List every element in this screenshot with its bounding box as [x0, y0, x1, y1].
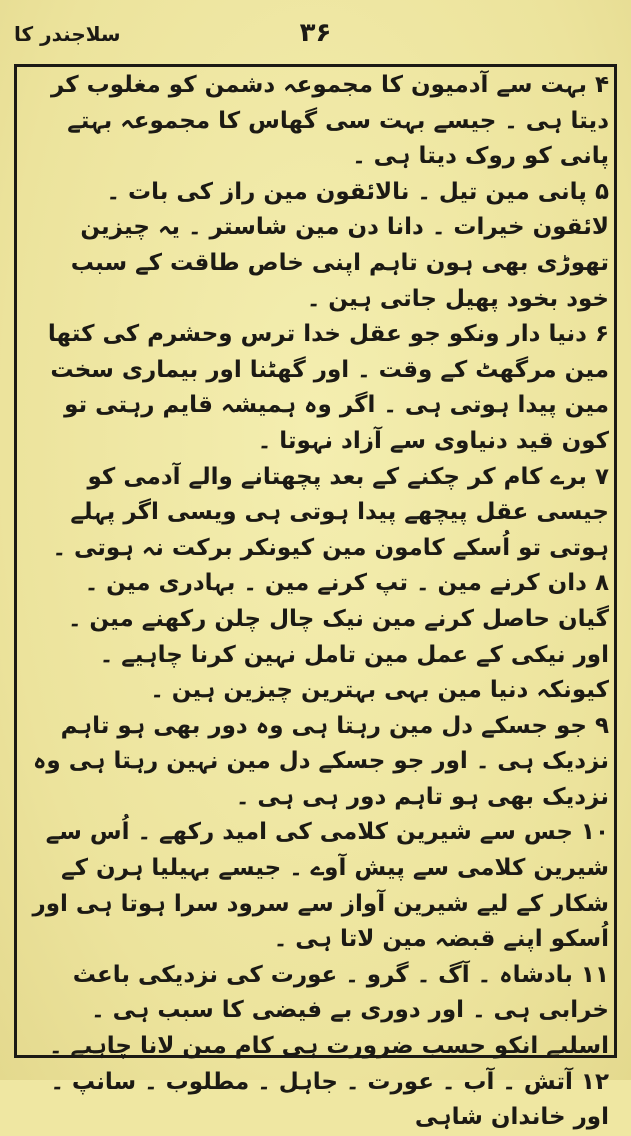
paragraph-number: ۹	[594, 712, 609, 739]
paragraph-12	[28, 1065, 609, 1136]
paragraph-number: ۸	[594, 570, 609, 597]
paragraph-number: ۷	[594, 463, 609, 490]
body-text	[28, 68, 609, 1131]
paragraph-number: ۴	[594, 72, 609, 98]
paragraph-number: ۱۱	[580, 961, 609, 988]
page-header	[14, 18, 617, 58]
paragraph-text: پانی مین تیل ۔ نالائقون مین راز کی بات ۔ لائقون خیرات ۔ دانا دن مین شاستر ۔ یہ چیزین تھوڑی بھی ہون تاہم اپنی خاص طاقت کے سبب خود بخود پھیل جاتی ہین ۔	[70, 178, 609, 312]
paragraph-text: آتش ۔ آب ۔ عورت ۔ جاہل ۔ مطلوب ۔ سانپ ۔ اور خاندان شاہی	[50, 1068, 609, 1131]
page-number: ۳۶	[299, 18, 332, 48]
paragraph-text: جس سے شیرین کلامی کی امید رکھے ۔ اُس سے شیرین کلامی سے پیش آوے ۔ جیسے بہیلیا ہرن کے شکار کے لیے شیرین آواز سے سرود سرا ہوتا ہی اور اُسکو اپنے قبضہ مین لاتا ہی ۔	[32, 819, 609, 953]
paragraph-text: بہت سے آدمیون کا مجموعہ دشمن کو مغلوب کر دیتا ہی ۔ جیسے بہت سی گھاس کا مجموعہ بہتے پانی کو روک دیتا ہی ۔	[50, 72, 609, 170]
paragraph-text: جو جسکے دل مین رہتا ہی وہ دور بھی ہو تاہم نزدیک ہی ۔ اور جو جسکے دل مین نہین رہتا ہی وہ نزدیک بھی ہو تاہم دور ہی ہی ۔	[32, 712, 609, 810]
paragraph-4	[28, 68, 609, 175]
paragraph-10	[28, 815, 609, 957]
paragraph-5	[28, 175, 609, 317]
paragraph-number: ۱۲	[580, 1068, 609, 1095]
paragraph-number: ۶	[594, 321, 609, 348]
paragraph-number: ۱۰	[580, 819, 609, 846]
paragraph-11	[28, 958, 609, 1065]
paragraph-text: برے کام کر چکنے کے بعد پچھتانے والے آدمی کو جیسی عقل پیچھے پیدا ہوتی ہی ویسی اگر پہلے ہوتی تو اُسکے کامون مین کیونکر برکت نہ ہوتی ۔	[52, 463, 609, 561]
paragraph-text: بادشاہ ۔ آگ ۔ گرو ۔ عورت کی نزدیکی باعث خرابی ہی ۔ اور دوری بے فیضی کا سبب ہی ۔ اسلیے انکو حسب ضرورت ہی کام مین لانا چاہیے ۔	[48, 961, 609, 1060]
paragraph-text: دان کرنے مین ۔ تپ کرنے مین ۔ بہادری مین ۔ گیان حاصل کرنے مین نیک چال چلن رکھنے مین ۔ اور نیکی کے عمل مین تامل نہین کرنا چاہیے ۔ کیونکہ دنیا مین بہی بہترین چیزین ہین ۔	[67, 570, 609, 704]
paragraph-number: ۵	[594, 178, 609, 205]
running-title: سلاجندر کا	[14, 22, 121, 46]
paragraph-9	[28, 709, 609, 816]
paragraph-text: دنیا دار ونکو جو عقل خدا ترس وحشرم کی کتھا مین مرگھٹ کے وقت ۔ اور گھٹنا اور بیماری سخت مین پیدا ہوتی ہی ۔ اگر وہ ہمیشہ قایم رہتی تو کون قید دنیاوی سے آزاد نہوتا ۔	[47, 321, 609, 454]
paragraph-6	[28, 317, 609, 459]
paragraph-7	[28, 460, 609, 567]
paragraph-8	[28, 566, 609, 708]
